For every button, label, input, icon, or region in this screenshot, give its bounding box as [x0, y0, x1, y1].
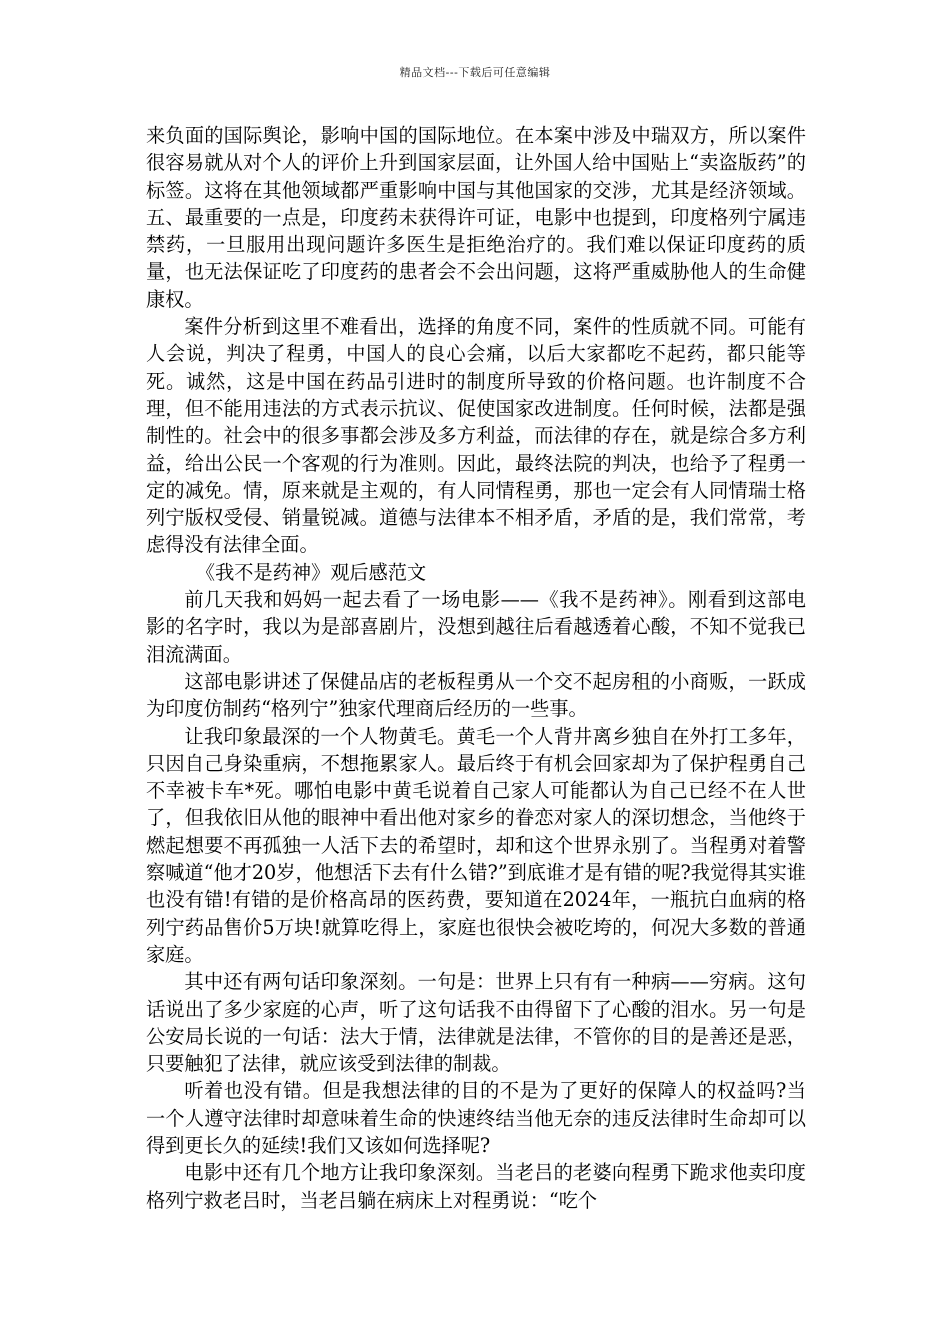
paragraph-scenes: 电影中还有几个地方让我印象深刻。当老吕的老婆向程勇下跪求他卖印度格列宁救老吕时，当老吕躺在病床上对程勇说：“吃个 — [146, 1161, 806, 1212]
paragraph-quotes: 其中还有两句话印象深刻。一句是：世界上只有有一种病——穷病。这句话说出了多少家庭的心声，听了这句话我不由得留下了心酸的泪水。另一句是公安局长说的一句话：法大于情，法律就是法律，不管你的目的是善还是恶，只要触犯了法律，就应该受到法律的制裁。 — [146, 970, 806, 1076]
page-header: 精品文档---下载后可任意编辑 — [399, 66, 551, 79]
paragraph-law: 听着也没有错。但是我想法律的目的不是为了更好的保障人的权益吗?当一个人遵守法律时却意味着生命的快速终结当他无奈的违反法律时生命却可以得到更长久的延续!我们又该如何选择呢? — [146, 1079, 806, 1157]
section-title: 《我不是药神》观后感范文 — [195, 560, 427, 584]
document-body — [146, 122, 806, 1214]
paragraph-intro: 前几天我和妈妈一起去看了一场电影——《我不是药神》。刚看到这部电影的名字时，我以为是部喜剧片，没想到越往后看越透着心酸，不知不觉我已泪流满面。 — [146, 588, 806, 666]
paragraph-case-analysis: 案件分析到这里不难看出，选择的角度不同，案件的性质就不同。可能有人会说，判决了程勇，中国人的良心会痛，以后大家都吃不起药，都只能等死。诚然，这是中国在药品引进时的制度所导致的价格问题。也许制度不合理，但不能用违法的方式表示抗议、促使国家改进制度。任何时候，法都是强制性的。社会中的很多事都会涉及多方利益，而法律的存在，就是综合多方利益，给出公民一个客观的行为准则。因此，最终法院的判决，也给予了程勇一定的减免。情，原来就是主观的，有人同情程勇，那也一定会有人同情瑞士格列宁版权受侵、销量锐减。道德与法律本不相矛盾，矛盾的是，我们常常，考虑得没有法律全面。 — [146, 315, 806, 557]
paragraph-continued: 来负面的国际舆论，影响中国的国际地位。在本案中涉及中瑞双方，所以案件很容易就从对个人的评价上升到国家层面，让外国人给中国贴上“卖盗版药”的标签。这将在其他领域都严重影响中国与其他国家的交涉，尤其是经济领域。五、最重要的一点是，印度药未获得许可证，电影中也提到，印度格列宁属违禁药，一旦服用出现问题许多医生是拒绝治疗的。我们难以保证印度药的质量，也无法保证吃了印度药的患者会不会出问题，这将严重威胁他人的生命健康权。 — [146, 124, 806, 311]
paragraph-huangmao: 让我印象最深的一个人物黄毛。黄毛一个人背井离乡独自在外打工多年，只因自己身染重病，不想拖累家人。最后终于有机会回家却为了保护程勇自己不幸被卡车*死。哪怕电影中黄毛说着自己家人可能都认为自己已经不在人世了，但我依旧从他的眼神中看出他对家乡的眷恋对家人的深切想念，当他终于燃起想要不再孤独一人活下去的希望时，却和这个世界永别了。当程勇对着警察喊道“他才20岁，他想活下去有什么错?”到底谁才是有错的呢?我觉得其实谁也没有错!有错的是价格高昂的医药费，要知道在2024年，一瓶抗白血病的格列宁药品售价5万块!就算吃得上，家庭也很快会被吃垮的，何况大多数的普通家庭。 — [146, 724, 806, 966]
paragraph-plot: 这部电影讲述了保健品店的老板程勇从一个交不起房租的小商贩，一跃成为印度仿制药“格列宁”独家代理商后经历的一些事。 — [146, 669, 806, 721]
